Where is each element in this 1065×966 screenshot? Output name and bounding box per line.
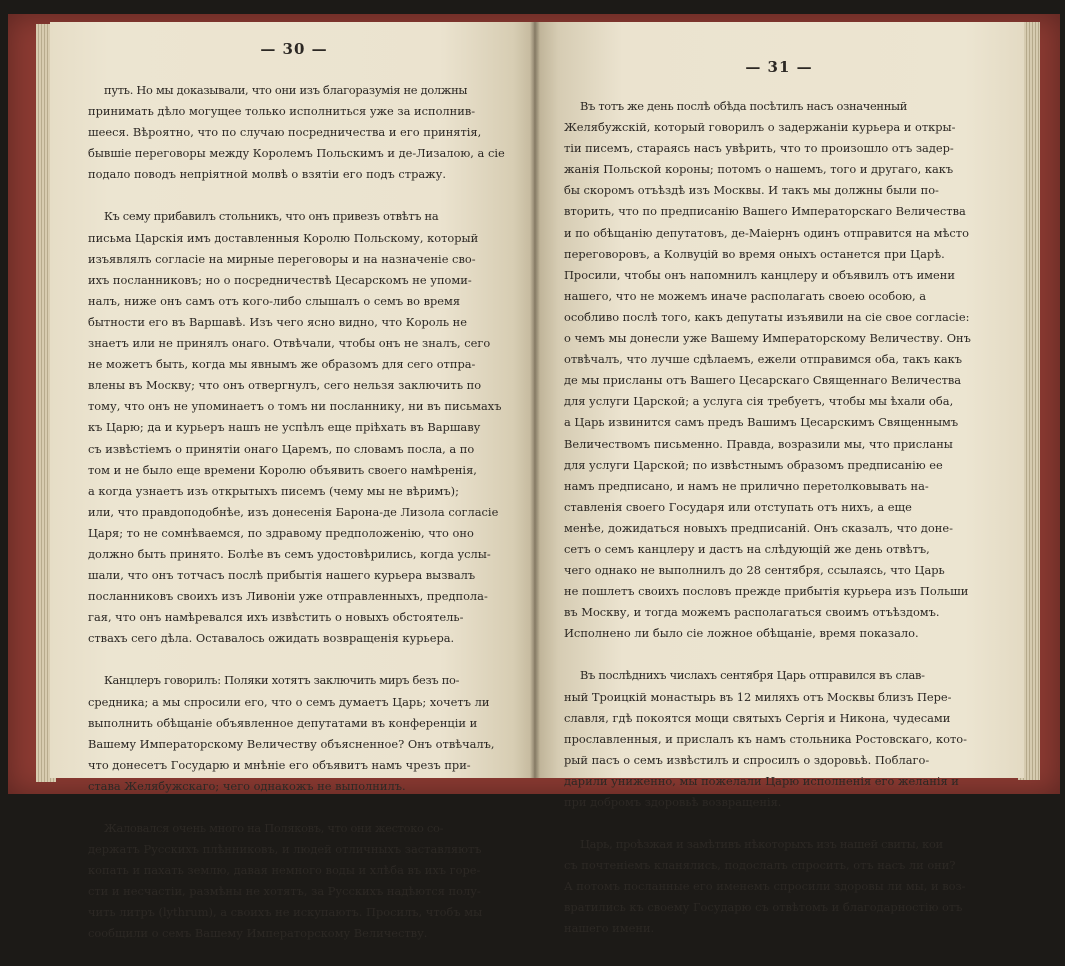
text-line: съ почтеніемъ кланялись, подослалъ спросить, отъ насъ ли они? (564, 858, 956, 873)
text-line: ствахъ сего дѣла. Оставалось ожидать возвращенія курьера. (88, 631, 455, 646)
text-line: де мы присланы отъ Вашего Цесарскаго Священнаго Величества (564, 373, 962, 388)
text-line: гая, что онъ намѣревался ихъ извѣстить о новыхъ обстоятель- (88, 610, 464, 625)
paragraph (88, 670, 516, 797)
text-line: должно быть принято. Болѣе въ семъ удостовѣрились, когда услы- (88, 546, 491, 561)
text-line: прославленныя, и прислалъ къ намъ стольника Ростовскаго, кото- (564, 731, 968, 746)
text-line: вратились къ своему Государю съ отвѣтомъ и благодарностію отъ (564, 900, 963, 915)
left-page (50, 22, 538, 941)
text-line: тому, что онъ не упоминаетъ о томъ ни посланнику, ни въ письмахъ (88, 399, 502, 414)
text-line: нашего имени. (564, 921, 655, 936)
text-line: и по обѣщанію депутатовъ, де-Маіернъ одинъ отправится на мѣсто (564, 225, 969, 240)
text-line: бывшіе переговоры между Королемъ Польскимъ и де-Лизалою, а сіе (88, 146, 505, 161)
text-line: Жаловался очень много на Поляковъ, что они жестоко со- (104, 821, 444, 835)
text-line: путь. Но мы доказывали, что они изъ благоразумія не должны (104, 83, 468, 97)
text-line: дарили униженно, мы пожелали Царю исполненія его желанія и (564, 773, 959, 788)
text-line: посланниковъ своихъ изъ Ливоніи уже отправленныхъ, предпола- (88, 589, 488, 604)
text-line: ставленія своего Государя или отступать отъ нихъ, а еще (564, 499, 912, 514)
text-line: въ Москву, и тогда можемъ располагаться своимъ отъѣздомъ. (564, 605, 940, 620)
text-line: подало поводъ непріятной молвѣ о взятіи его подъ стражу. (88, 167, 446, 182)
text-line: става Желябужскаго; чего однакожъ не выполнилъ. (88, 778, 406, 793)
text-line: копать и пахать землю, давая немного воды и хлѣба въ ихъ горе- (88, 863, 481, 878)
left-page-number: — 30 — (260, 40, 328, 58)
text-line: чить литръ (lythrum), а своихъ не искупаютъ. Просилъ, чтобъ мы (88, 905, 483, 920)
text-line: отвѣчалъ, что лучше сдѣлаемъ, ежели отправимся оба, такъ какъ (564, 352, 962, 367)
text-line: сти и несчастіи, размѣны не хотятъ, за Русскихъ надѣются полу- (88, 884, 481, 899)
right-page (534, 22, 1024, 936)
text-line: къ Царю; да и курьеръ нашъ не успѣлъ еще пріѣхать въ Варшаву (88, 420, 481, 435)
text-line: нашего, что не можемъ иначе располагать своею особою, а (564, 288, 927, 303)
text-line: Вашему Императорскому Величеству объясненное? Онъ отвѣчалъ, (88, 736, 495, 751)
text-line: держатъ Русскихъ плѣнниковъ, и людей отличныхъ заставляютъ (88, 842, 482, 857)
text-line: чего однако не выполнилъ до 28 сентября, ссылаясь, что Царь (564, 563, 945, 578)
text-line: намъ предписано, и намъ не прилично перетолковывать на- (564, 478, 929, 493)
text-line: жанія Польской короны; потомъ о нашемъ, того и другаго, какъ (564, 162, 954, 177)
text-line: не пошлетъ своихъ пословъ прежде прибытія курьера изъ Польши (564, 584, 969, 599)
text-line: бы скоромъ отъѣздѣ изъ Москвы. И такъ мы должны были по- (564, 183, 939, 198)
text-line: Исполнено ли было сіе ложное обѣщаніе, время показало. (564, 626, 919, 641)
text-line: что донесетъ Государю и мнѣніе его объявитъ намъ чрезъ при- (88, 757, 471, 772)
text-line: переговоровъ, а Колвуцій во время оныхъ останется при Царѣ. (564, 246, 945, 261)
text-line: изъявлялъ согласіе на мирные переговоры и на назначеніе сво- (88, 251, 476, 266)
paragraph (564, 834, 994, 939)
text-line: не можетъ быть, когда мы явнымъ же образомъ для сего отпра- (88, 357, 476, 372)
paragraph (88, 818, 516, 945)
text-line: принимать дѣло могущее только исполниться уже за исполнив- (88, 104, 476, 119)
text-line: а Царь извинится самъ предъ Вашимъ Цесарскимъ Священнымъ (564, 415, 959, 430)
paragraph (564, 665, 994, 813)
text-line: шееся. Вѣроятно, что по случаю посредничества и его принятія, (88, 125, 482, 140)
text-line: шали, что онъ тотчасъ послѣ прибытія нашего курьера вызвалъ (88, 568, 476, 583)
text-line: съ извѣстіемъ о принятіи онаго Царемъ, по словамъ посла, а по (88, 441, 475, 456)
paragraph (564, 96, 994, 644)
text-line: Въ тотъ же день послѣ обѣда посѣтилъ насъ означенный (580, 99, 908, 113)
text-line: Царя; то не сомнѣваемся, по здравому предположенію, что оно (88, 525, 474, 540)
text-line: особливо послѣ того, какъ депутаты изъявили на сіе свое согласіе: (564, 309, 970, 324)
text-line: Канцлеръ говорилъ: Поляки хотятъ заключить миръ безъ по- (104, 673, 460, 688)
text-line: А потомъ посланные его именемъ спросили здоровы ли мы, и воз- (564, 879, 966, 894)
text-line: при добромъ здоровьѣ возвращенія. (564, 795, 782, 809)
text-line: бытности его въ Варшавѣ. Изъ чего ясно видно, что Король не (88, 314, 467, 329)
text-line: для услуги Царской; а услуга сія требуетъ, чтобы мы ѣхали оба, (564, 394, 954, 409)
text-line: Царь, проѣзжая и замѣтивъ нѣкоторыхъ изъ нашей свиты, кои (580, 837, 943, 852)
left-page-text (88, 80, 516, 966)
text-line: письма Царскія имъ доставленныя Королю Польскому, который (88, 230, 479, 245)
text-line: рый пасъ о семъ извѣстилъ и спросилъ о здоровьѣ. Поблаго- (564, 752, 930, 767)
text-line: выполнить обѣщаніе объявленное депутатами въ конференціи и (88, 715, 478, 730)
text-line: Просили, чтобы онъ напомнилъ канцлеру и объявилъ отъ имени (564, 267, 955, 282)
book-gutter (530, 22, 540, 778)
text-line: ихъ посланниковъ; но о посредничествѣ Цесарскомъ не упоми- (88, 272, 472, 287)
text-line: знаетъ или не принялъ онаго. Отвѣчали, чтобы онъ не зналъ, сего (88, 336, 491, 351)
text-line: а когда узнаетъ изъ открытыхъ писемъ (чему мы не вѣримъ); (88, 483, 459, 498)
text-line: Желябужскій, который говорилъ о задержаніи курьера и откры- (564, 120, 956, 135)
text-line: славля, гдѣ покоятся мощи святыхъ Сергія и Никона, чудесами (564, 710, 951, 725)
text-line: сообщили о семъ Вашему Императорскому Величеству. (88, 926, 428, 941)
text-line: средника; а мы спросили его, что о семъ думаетъ Царь; хочетъ ли (88, 694, 490, 709)
text-line: тіи писемъ, стараясь насъ увѣрить, что то произошло отъ задер- (564, 141, 954, 156)
text-line: ный Троицкій монастырь въ 12 миляхъ отъ Москвы близъ Пере- (564, 689, 952, 704)
text-line: Величествомъ письменно. Правда, возразили мы, что присланы (564, 436, 953, 451)
text-line: налъ, ниже онъ самъ отъ кого-либо слышалъ о семъ во время (88, 293, 461, 308)
text-line: том и не было еще времени Королю объявить своего намѣренія, (88, 462, 477, 477)
right-page-number: — 31 — (745, 58, 813, 76)
text-line: или, что правдоподобнѣе, изъ донесенія Барона-де Лизола согласіе (88, 504, 499, 519)
right-page-text (564, 96, 994, 961)
paragraph (88, 80, 516, 185)
text-line: менѣе, дожидаться новыхъ предписаній. Онъ сказалъ, что доне- (564, 520, 953, 535)
text-line: Въ послѣднихъ числахъ сентября Царь отправился въ слав- (580, 668, 925, 683)
text-line: о чемъ мы донесли уже Вашему Императорскому Величеству. Онъ (564, 331, 971, 346)
paragraph (88, 206, 516, 649)
text-line: вторить, что по предписанію Вашего Императорскаго Величества (564, 204, 966, 219)
text-line: влены въ Москву; что онъ отвергнулъ, сего нельзя заключить по (88, 378, 482, 393)
text-line: для услуги Царской; по извѣстнымъ образомъ предписанію ее (564, 457, 943, 472)
text-line: Къ сему прибавилъ стольникъ, что онъ привезъ отвѣтъ на (104, 209, 439, 224)
text-line: сетъ о семъ канцлеру и дастъ на слѣдующій же день отвѣтъ, (564, 541, 930, 556)
